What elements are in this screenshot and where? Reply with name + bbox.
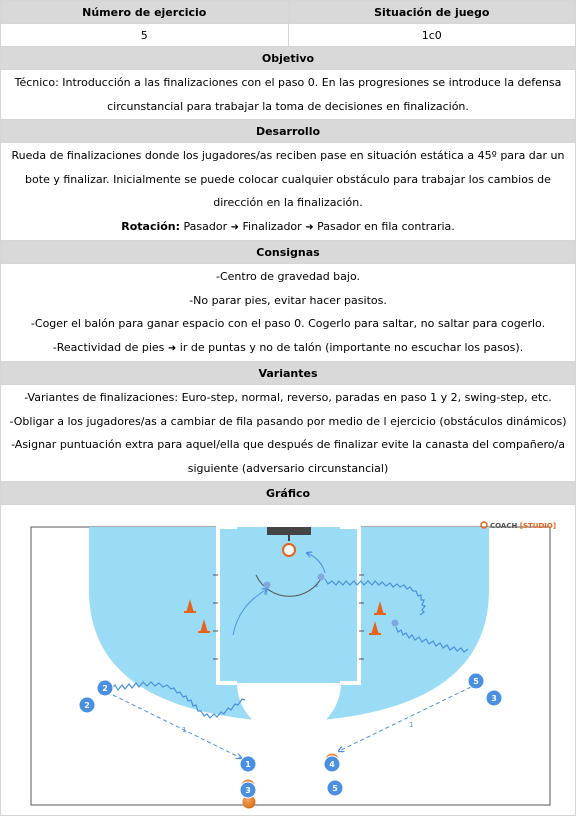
player-1 — [240, 756, 256, 772]
consigna-last-b: ir de puntas y no de talón (importante no escuchar los pasos). — [179, 340, 524, 354]
consignas-block — [1, 264, 576, 362]
game-situation-header: Situación de juego — [288, 1, 576, 24]
svg-text:4: 4 — [329, 760, 335, 769]
consigna-item: -Centro de gravedad bajo. — [216, 270, 360, 283]
logo-text: COACH [STUDIO] — [490, 522, 557, 530]
court-diagram — [1, 505, 576, 815]
player-5-right — [468, 673, 484, 689]
exercise-number-value: 5 — [1, 24, 289, 47]
rotacion-step-1: Pasador — [183, 219, 228, 233]
court-cell — [1, 505, 576, 816]
player-4 — [324, 756, 340, 772]
rotacion-step-3: Pasador en fila contraria. — [317, 219, 455, 233]
variante-item: -Asignar puntuación extra para aquel/ella que después de finalizar evite la canasta del compañero/a siguiente (adversario circunstancial) — [11, 438, 565, 475]
svg-text:5: 5 — [332, 784, 338, 793]
pass-label: 1 — [409, 721, 414, 729]
svg-text:3: 3 — [491, 694, 497, 703]
consigna-item: -Coger el balón para ganar espacio con el paso 0. Cogerlo para saltar, no saltar para cogerlo. — [30, 317, 546, 330]
svg-text:5: 5 — [473, 677, 479, 686]
svg-text:2: 2 — [84, 701, 90, 710]
desarrollo-text: Rueda de finalizaciones donde los jugadores/as reciben pase en situación estática a 45º para dar un bote y finalizar. Inicialmente se puede colocar cualquier obstáculo para trabajar los cambios de dirección en la finalización. — [11, 149, 565, 209]
desarrollo-title: Desarrollo — [1, 120, 576, 143]
player-5-bottom — [327, 780, 343, 796]
ghost-label: 3 — [264, 590, 268, 597]
arrow-right-icon: ➜ — [230, 221, 240, 233]
player-3-right — [486, 690, 502, 706]
arrow-right-icon: ➜ — [167, 342, 177, 354]
consigna-item: -No parar pies, evitar hacer pasitos. — [189, 293, 387, 307]
exercise-number-header: Número de ejercicio — [1, 1, 289, 24]
player-2-a — [97, 680, 113, 696]
pass-label: 1 — [182, 726, 187, 734]
consignas-title: Consignas — [1, 241, 576, 264]
variante-item: -Variantes de finalizaciones: Euro-step, normal, reverso, paradas en paso 1 y 2, swing-step, etc. — [24, 391, 552, 404]
rotacion-line — [5, 215, 571, 240]
arrow-right-icon: ➜ — [305, 221, 314, 233]
objetivo-title: Objetivo — [1, 47, 576, 70]
svg-text:1: 1 — [245, 760, 251, 769]
rotacion-label: Rotación: — [121, 219, 181, 233]
variantes-block — [1, 385, 576, 482]
svg-text:3: 3 — [245, 786, 251, 795]
objetivo-text: Técnico: Introducción a las finalizaciones con el paso 0. En las progresiones se introduce la defensa circunstancial para trabajar la toma de decisiones en finalización. — [1, 70, 576, 120]
player-2-b — [79, 697, 95, 713]
grafico-title: Gráfico — [1, 482, 576, 505]
consigna-last-a: -Reactividad de pies — [52, 340, 165, 354]
desarrollo-block — [1, 143, 576, 241]
variante-item: -Obligar a los jugadores/as a cambiar de fila pasando por medio de l ejercicio (obstáculos dinámicos) — [9, 414, 567, 428]
coach-studio-logo — [481, 522, 556, 530]
svg-text:2: 2 — [102, 684, 108, 693]
consigna-item — [5, 336, 571, 361]
rotacion-step-2: Finalizador — [242, 219, 302, 233]
game-situation-value: 1c0 — [288, 24, 576, 47]
ghost-label: 2 — [315, 582, 319, 589]
player-3-bottom — [240, 782, 256, 798]
variantes-title: Variantes — [1, 362, 576, 385]
